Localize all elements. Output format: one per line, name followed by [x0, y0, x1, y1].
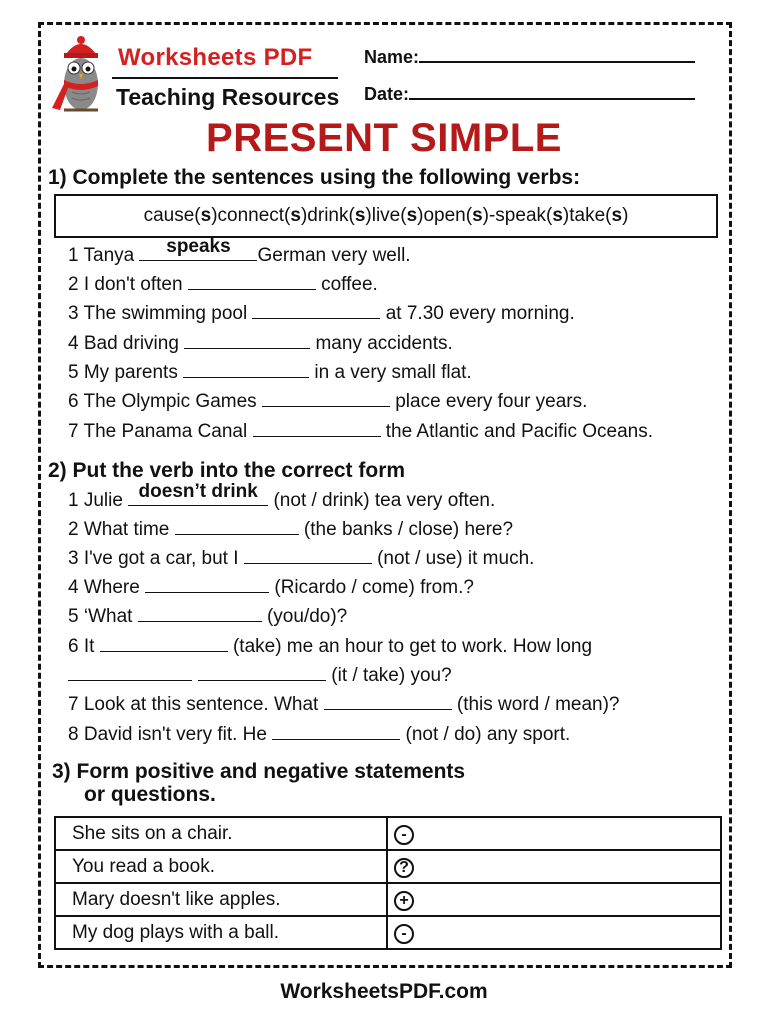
statement-answer-cell[interactable]	[387, 916, 721, 949]
s1-item	[68, 332, 453, 355]
verb-suffix: s	[406, 205, 418, 226]
s1-item	[68, 236, 411, 267]
verb-close: )	[622, 205, 629, 226]
section3-heading-line2: or questions.	[84, 783, 216, 806]
section1-heading: 1) Complete the sentences using the following verbs:	[48, 166, 581, 189]
verb-base: take(	[569, 205, 612, 226]
item-text-before: 7 Look at this sentence. What	[68, 694, 324, 715]
s2-item	[68, 481, 496, 512]
answer-blank[interactable]	[139, 236, 257, 261]
item-text-before: 5 My parents	[68, 362, 184, 383]
item-text-after: many accidents.	[310, 333, 453, 354]
statement-answer-cell[interactable]	[387, 883, 721, 916]
verb-close: )	[300, 205, 308, 226]
owl-mascot-icon	[50, 36, 112, 122]
item-text-after: place every four years.	[389, 391, 588, 412]
item-text-before: 6 The Olympic Games	[68, 391, 262, 412]
item-text-before: 8 David isn't very fit. He	[68, 724, 273, 745]
statement-sentence: She sits on a chair.	[55, 817, 387, 850]
verb-item	[218, 205, 308, 227]
verb-close: )	[482, 205, 489, 226]
brand-tagline: Teaching Resources	[116, 84, 340, 110]
s1-item	[68, 361, 472, 384]
s2-item	[68, 664, 452, 687]
item-text-before: 5 ‘What	[68, 606, 138, 627]
verb-suffix: s	[200, 205, 212, 226]
item-text-before: 4 Bad driving	[68, 333, 185, 354]
item-text-after: (you/do)?	[261, 606, 348, 627]
item-text-after: (not / do) any sport.	[400, 724, 571, 745]
item-text-after: (Ricardo / come) from.?	[269, 577, 474, 598]
s2-item	[68, 547, 534, 570]
s1-item	[68, 390, 587, 413]
symbol-circle-icon: ?	[394, 858, 414, 878]
answer-blank[interactable]	[198, 664, 326, 681]
footer-website: WorksheetsPDF.com	[280, 980, 488, 1003]
verb-item	[372, 205, 424, 227]
section3-heading-line1: 3) Form positive and negative statements	[52, 760, 466, 783]
section2-heading: 2) Put the verb into the correct form	[48, 459, 406, 482]
item-text-after: (it / take) you?	[326, 665, 452, 686]
brand-name: Worksheets PDF	[118, 44, 313, 71]
verb-base: drink(	[307, 205, 355, 226]
verb-item	[423, 205, 489, 227]
answer-blank[interactable]	[253, 420, 381, 437]
item-text-before: 2 I don't often	[68, 274, 188, 295]
item-text-before: 4 Where	[68, 577, 146, 598]
item-text-before: 1 Julie	[68, 490, 129, 511]
verb-suffix: s	[290, 205, 301, 226]
item-text-after: (the banks / close) here?	[298, 519, 514, 540]
item-text-after: (not / use) it much.	[371, 548, 535, 569]
statement-row	[55, 850, 721, 883]
s2-item	[68, 635, 592, 658]
brand-divider	[112, 77, 338, 79]
date-label: Date:	[364, 84, 410, 104]
statement-row	[55, 883, 721, 916]
item-text-after: (this word / mean)?	[451, 694, 620, 715]
statement-row	[55, 817, 721, 850]
statement-sentence: You read a book.	[55, 850, 387, 883]
verb-item	[144, 205, 218, 227]
answer-blank[interactable]	[128, 481, 268, 506]
verb-base: live(	[371, 205, 407, 226]
statement-sentence: My dog plays with a ball.	[55, 916, 387, 949]
item-text-after: coffee.	[315, 274, 378, 295]
verb-base: cause(	[143, 205, 201, 226]
name-line[interactable]	[419, 61, 695, 63]
s1-item	[68, 273, 378, 296]
statements-table	[54, 816, 722, 950]
item-text-before: 1 Tanya	[68, 245, 140, 266]
verb-suffix: s	[354, 205, 366, 226]
filled-answer: doesn’t drink	[138, 481, 258, 502]
filled-answer: speaks	[166, 236, 231, 257]
date-line[interactable]	[409, 98, 695, 100]
verb-base: open(	[423, 205, 473, 226]
verb-item	[307, 205, 371, 227]
s2-item	[68, 576, 474, 599]
symbol-circle-icon: +	[394, 891, 414, 911]
statement-answer-cell[interactable]	[387, 817, 721, 850]
answer-blank[interactable]	[183, 361, 309, 378]
item-text-after: the Atlantic and Pacific Oceans.	[380, 421, 653, 442]
statement-sentence: Mary doesn't like apples.	[55, 883, 387, 916]
answer-blank[interactable]	[184, 332, 310, 349]
answer-blank[interactable]	[244, 547, 372, 564]
s2-item	[68, 693, 620, 716]
s2-item	[68, 518, 513, 541]
verb-close: )	[417, 205, 424, 226]
date-field[interactable]	[364, 84, 695, 105]
name-field[interactable]	[364, 47, 695, 68]
symbol-circle-icon: -	[394, 924, 414, 944]
answer-blank[interactable]	[138, 605, 262, 622]
verb-suffix: s	[611, 205, 623, 226]
item-text-after: in a very small flat.	[309, 362, 472, 383]
verb-close: )	[365, 205, 372, 226]
item-text-before: 2 What time	[68, 519, 175, 540]
verb-base: -speak(	[488, 205, 553, 226]
verb-item	[569, 205, 628, 227]
item-text-before: 3 The swimming pool	[68, 303, 253, 324]
verb-base: connect(	[217, 205, 291, 226]
item-text-before: 7 The Panama Canal	[68, 421, 253, 442]
verb-suffix: s	[552, 205, 563, 226]
answer-blank[interactable]	[324, 693, 452, 710]
answer-blank[interactable]	[145, 576, 269, 593]
statement-row	[55, 916, 721, 949]
item-text-after: at 7.30 every morning.	[380, 303, 575, 324]
answer-blank[interactable]	[272, 723, 400, 740]
answer-blank[interactable]	[100, 635, 228, 652]
statement-answer-cell[interactable]	[387, 850, 721, 883]
s1-item	[68, 302, 575, 325]
verb-suffix: s	[472, 205, 483, 226]
item-text-after: German very well.	[257, 245, 411, 266]
item-text-after: (take) me an hour to get to work. How long	[227, 636, 593, 657]
verb-close: )	[211, 205, 218, 226]
item-text-after: (not / drink) tea very often.	[268, 490, 496, 511]
name-label: Name:	[364, 47, 420, 67]
verb-box	[54, 194, 718, 238]
answer-blank[interactable]	[68, 664, 192, 681]
page-title: PRESENT SIMPLE	[206, 116, 562, 160]
item-text-before: 6 It	[68, 636, 100, 657]
s2-item	[68, 605, 347, 628]
answer-blank[interactable]	[175, 518, 299, 535]
item-text-before: 3 I've got a car, but I	[68, 548, 244, 569]
verb-item	[489, 205, 569, 227]
answer-blank[interactable]	[252, 302, 380, 319]
answer-blank[interactable]	[262, 390, 390, 407]
s2-item	[68, 723, 570, 746]
verb-close: )	[562, 205, 570, 226]
symbol-circle-icon: -	[394, 825, 414, 845]
answer-blank[interactable]	[188, 273, 316, 290]
s1-item	[68, 420, 653, 443]
